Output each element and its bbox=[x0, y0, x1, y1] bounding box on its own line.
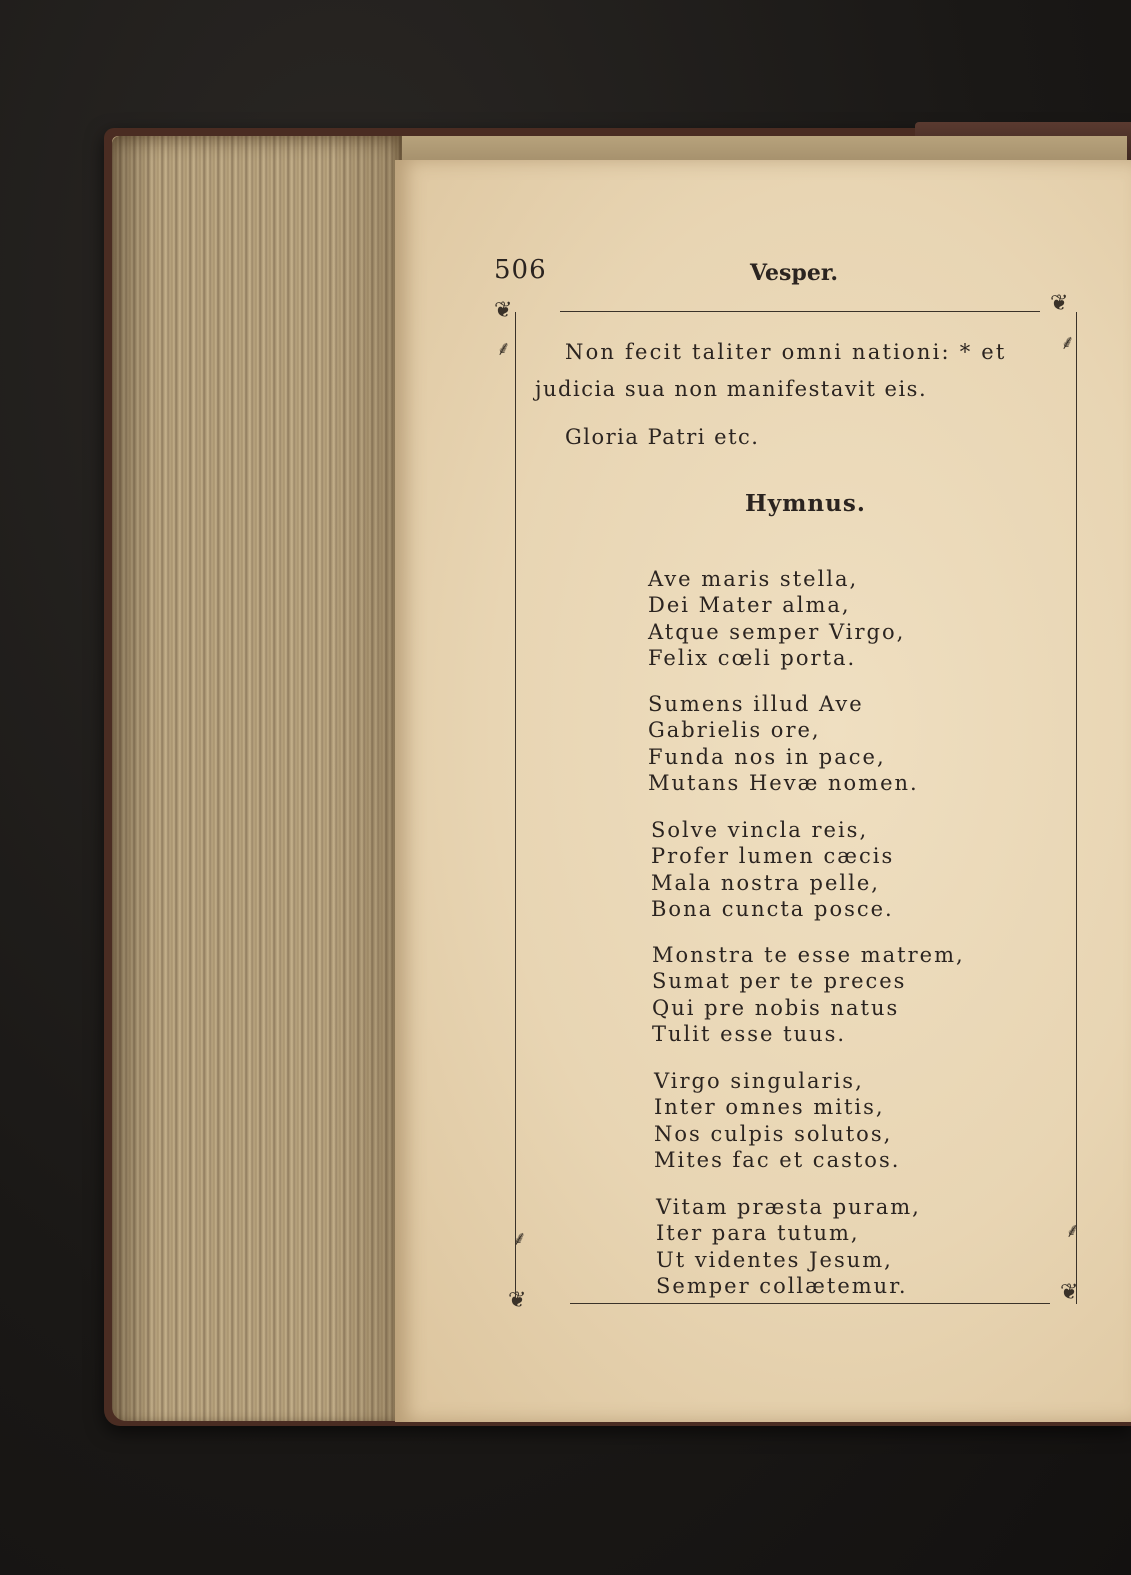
verse-line: Qui pre nobis natus bbox=[652, 995, 900, 1020]
side-ornament-right-top-icon: ⸙ bbox=[1060, 330, 1075, 354]
gloria-line: Gloria Patri etc. bbox=[565, 425, 760, 449]
intro-line-2: judicia sua non manifestavit eis. bbox=[535, 377, 928, 401]
verse-line: Iter para tutum, bbox=[656, 1221, 860, 1245]
corner-ornament-bottom-left-icon: ❦ bbox=[508, 1288, 527, 1313]
corner-ornament-top-right-icon: ❦ bbox=[1050, 291, 1069, 316]
verse-line: Ut videntes Jesum, bbox=[656, 1247, 893, 1272]
verse-line: Solve vincla reis, bbox=[651, 817, 869, 842]
verse-line: Profer lumen cæcis bbox=[651, 844, 895, 868]
side-ornament-right-bottom-icon: ⸙ bbox=[1065, 1218, 1080, 1242]
verse-line: Gabrielis ore, bbox=[648, 718, 821, 742]
verse-line: Virgo singularis, bbox=[654, 1068, 864, 1093]
verse-line: Vitam præsta puram, bbox=[656, 1194, 921, 1219]
verse-line: Monstra te esse matrem, bbox=[652, 942, 965, 967]
side-ornament-left-top-icon: ⸙ bbox=[496, 336, 511, 360]
hymn-title: Hymnus. bbox=[745, 490, 866, 517]
verse-line: Dei Mater alma, bbox=[648, 593, 851, 617]
verse-line: Felix cœli porta. bbox=[648, 646, 857, 670]
intro-line-1: Non fecit taliter omni nationi: * et bbox=[565, 340, 1007, 364]
verse-line: Ave maris stella, bbox=[648, 566, 859, 591]
verse-line: Sumens illud Ave bbox=[648, 691, 864, 716]
verse-line: Sumat per te preces bbox=[652, 969, 907, 993]
page-number: 506 bbox=[494, 255, 547, 285]
page-edges-shading bbox=[112, 136, 402, 1421]
frame-top-rule bbox=[560, 311, 1040, 312]
verse-line: Mites fac et castos. bbox=[654, 1148, 901, 1172]
verse-line: Mutans Hevæ nomen. bbox=[648, 771, 919, 795]
verse-line: Mala nostra pelle, bbox=[651, 870, 880, 895]
verse-line: Semper collætemur. bbox=[656, 1274, 908, 1298]
corner-ornament-bottom-right-icon: ❦ bbox=[1060, 1280, 1079, 1305]
side-ornament-left-bottom-icon: ⸙ bbox=[512, 1226, 527, 1250]
verse-line: Tulit esse tuus. bbox=[652, 1022, 847, 1046]
verse-line: Nos culpis solutos, bbox=[654, 1121, 893, 1146]
corner-ornament-top-left-icon: ❦ bbox=[494, 298, 513, 323]
verse-line: Inter omnes mitis, bbox=[654, 1095, 885, 1119]
stanza-6 bbox=[656, 1167, 921, 1326]
running-head: Vesper. bbox=[750, 260, 839, 286]
verse-line: Atque semper Virgo, bbox=[648, 619, 906, 644]
verse-line: Funda nos in pace, bbox=[648, 744, 886, 769]
verse-line: Bona cuncta posce. bbox=[651, 897, 894, 921]
